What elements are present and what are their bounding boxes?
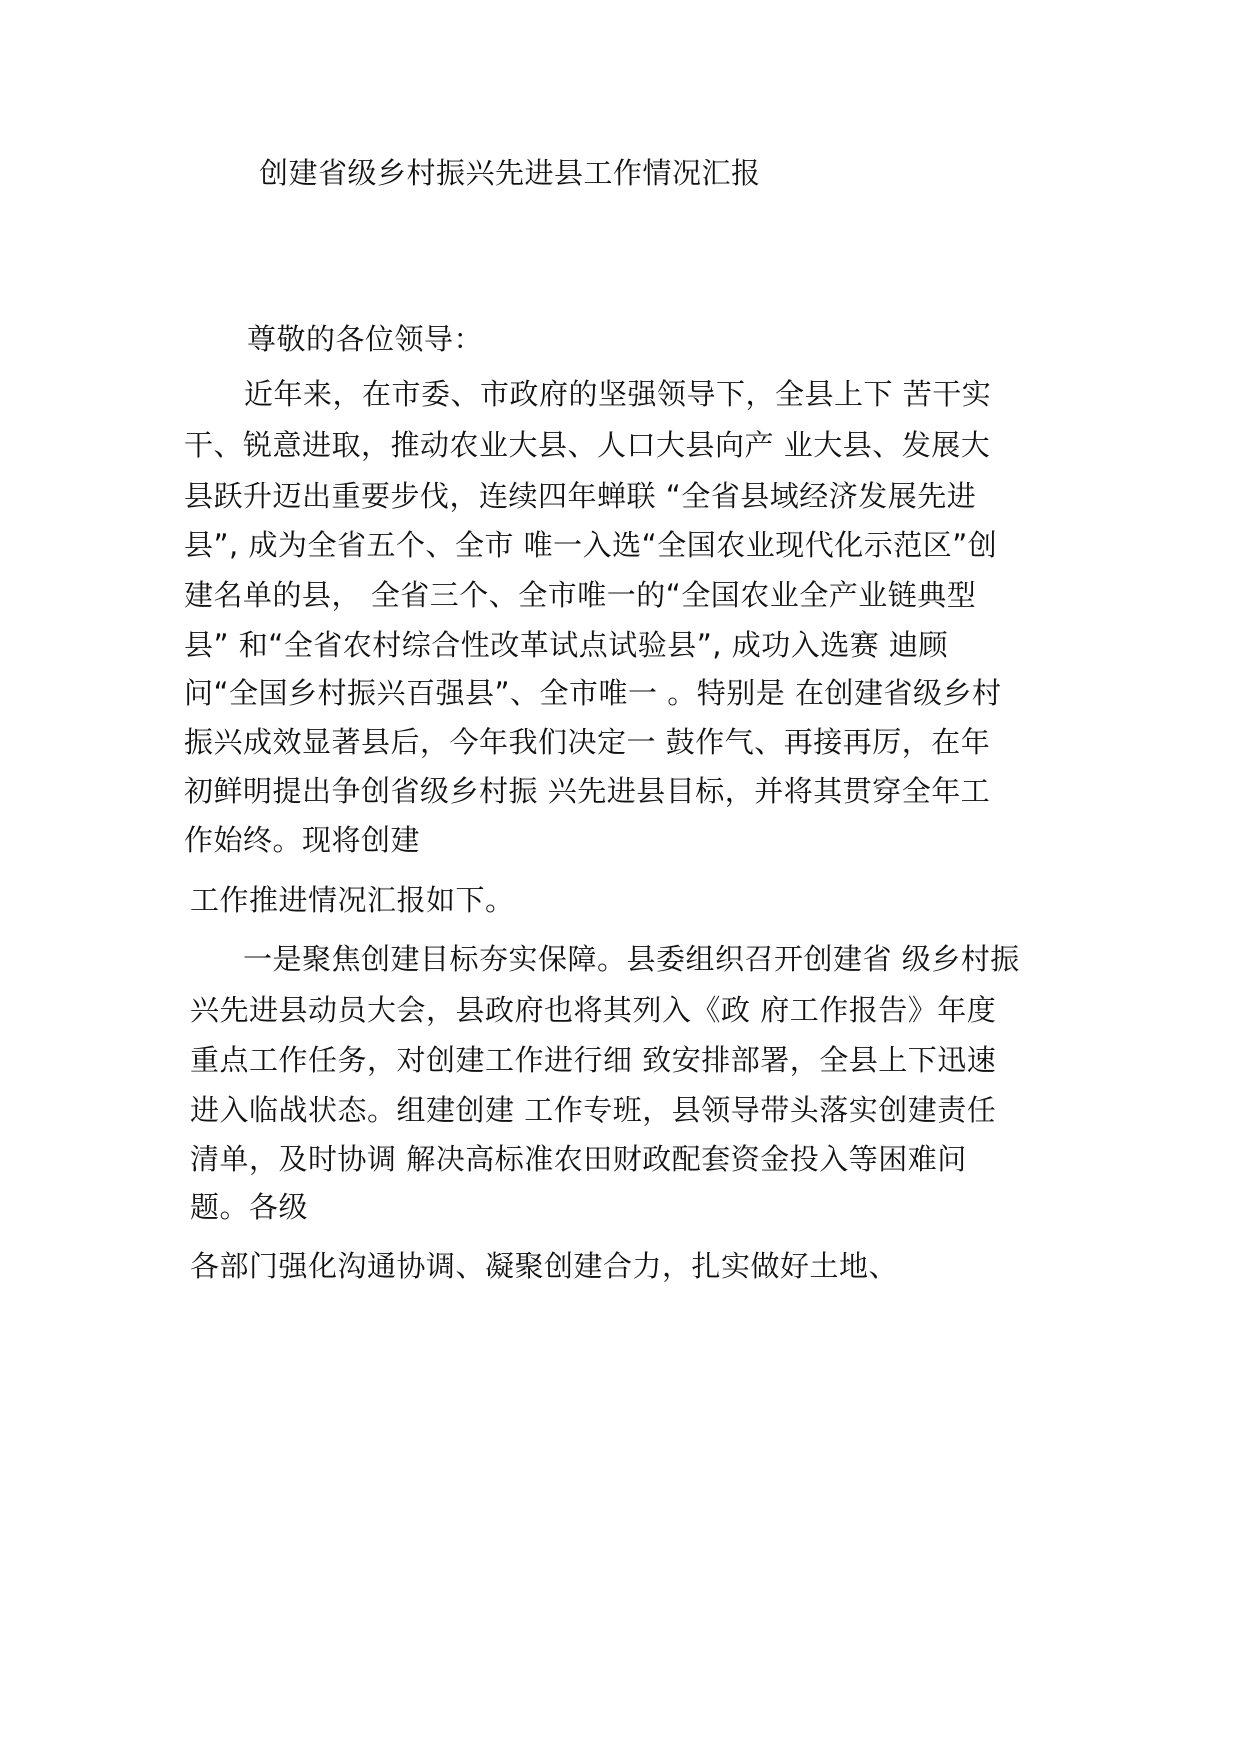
paragraph-line: 问“全国乡村振兴百强县”、全市唯一 。特别是 在创建省级乡村 xyxy=(184,676,1002,710)
paragraph-line: 县”, 成为全省五个、全市 唯一入选“全国农业现代化示范区”创 xyxy=(184,528,998,562)
paragraph-line: 一是聚焦创建目标夯实保障。县委组织召开创建省 级乡村振 xyxy=(243,942,1020,976)
salutation: 尊敬的各位领导： xyxy=(247,322,484,356)
paragraph-line: 作始终。现将创建 xyxy=(184,823,421,857)
paragraph-line: 建名单的县， 全省三个、全市唯一的“全国农业全产业链典型 xyxy=(184,578,977,612)
continuation-line: 各部门强化沟通协调、凝聚创建合力，扎实做好土地、 xyxy=(190,1249,899,1283)
paragraph-line: 县” 和“全省农村综合性改革试点试验县”, 成功入选赛 迪顾 xyxy=(184,628,948,662)
paragraph-line: 兴先进县动员大会，县政府也将其列入《政 府工作报告》年度 xyxy=(190,993,997,1027)
continuation-line: 工作推进情况汇报如下。 xyxy=(190,883,515,917)
paragraph-line: 进入临战状态。组建创建 工作专班，县领导带头落实创建责任 xyxy=(190,1093,997,1127)
paragraph-line: 题。各级 xyxy=(190,1190,309,1224)
paragraph-line: 干、锐意进取，推动农业大县、人口大县向产 业大县、发展大 xyxy=(184,428,991,462)
paragraph-line: 县跃升迈出重要步伐，连续四年蝉联 “全省县域经济发展先进 xyxy=(184,479,977,513)
paragraph-line: 重点工作任务，对创建工作进行细 致安排部署，全县上下迅速 xyxy=(190,1043,997,1077)
paragraph-line: 振兴成效显著县后，今年我们决定一 鼓作气、再接再厉，在年 xyxy=(184,725,991,759)
paragraph-line: 清单，及时协调 解决高标准农田财政配套资金投入等困难问 xyxy=(190,1142,967,1176)
paragraph-line: 近年来，在市委、市政府的坚强领导下，全县上下 苦干实 xyxy=(244,377,992,411)
paragraph-line: 初鲜明提出争创省级乡村振 兴先进县目标，并将其贯穿全年工 xyxy=(184,774,991,808)
document-title: 创建省级乡村振兴先进县工作情况汇报 xyxy=(259,156,761,190)
